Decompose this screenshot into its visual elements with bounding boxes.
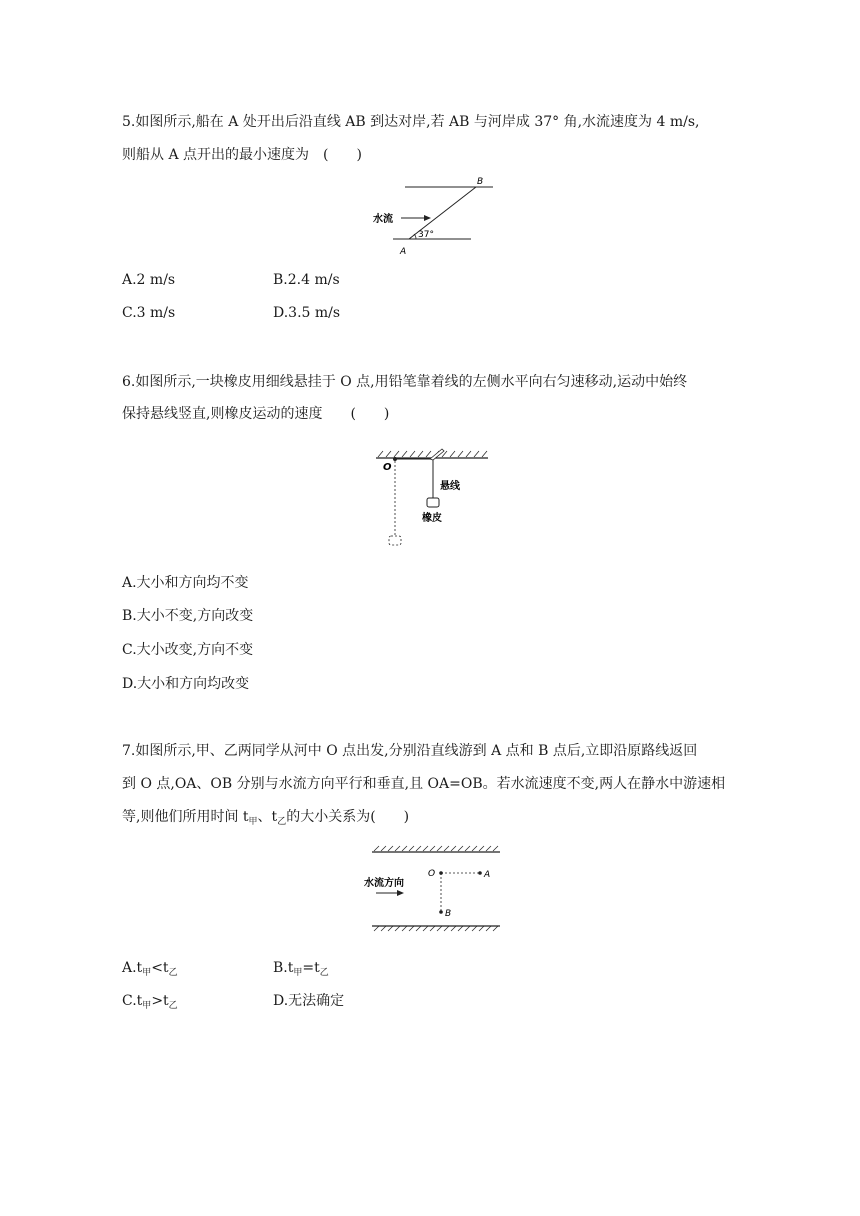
q7-stem-line1: 7.如图所示,甲、乙两同学从河中 O 点出发,分别沿直线游到 A 点和 B 点后,立即沿原路线返回 — [122, 743, 698, 759]
q6-option-d: D.大小和方向均改变 — [122, 676, 250, 692]
q5-option-b: B.2.4 m/s — [273, 272, 340, 288]
q7-stem-line3: 等,则他们所用时间 $t_甲$、$t_乙$的大小关系为( ) — [122, 809, 410, 827]
q6-option-c: C.大小改变,方向不变 — [122, 642, 254, 658]
q6-stem-line2: 保持悬线竖直,则橡皮运动的速度 ( ) — [122, 406, 390, 422]
q6-ceiling-hatch — [378, 451, 487, 457]
q7-bottom-bank-hatch — [374, 926, 498, 931]
q5-stem-line2: 则船从 A 点开出的最小速度为 ( ) — [122, 147, 362, 163]
q5-flow-label: 水流 — [373, 214, 393, 225]
q5-river-diagram — [360, 172, 510, 260]
q7-top-bank-hatch — [374, 846, 498, 851]
q7-option-d: D.无法确定 — [273, 993, 345, 1009]
q7-option-c: $C.t_甲>t_乙$ — [122, 993, 178, 1011]
q6-point-o-label: O — [383, 462, 392, 473]
q7-point-o-label: O — [428, 869, 436, 879]
q7-river-diagram — [360, 842, 510, 934]
q7-point-b-label: B — [445, 909, 452, 919]
q5-option-a: A.2 m/s — [122, 272, 176, 288]
q6-initial-eraser-dashed — [389, 536, 401, 545]
q5-point-a-label: A — [400, 247, 407, 257]
q7-option-a: $A.t_甲<t_乙$ — [122, 960, 178, 978]
q5-option-c: C.3 m/s — [122, 305, 176, 321]
q5-option-d: D.3.5 m/s — [273, 305, 341, 321]
q5-angle-arc — [414, 234, 416, 239]
q7-flow-label: 水流方向 — [364, 878, 404, 889]
q5-stem-line1: 5.如图所示,船在 A 处开出后沿直线 AB 到达对岸,若 AB 与河岸成 37° 角,水流速度为 4 m/s, — [122, 114, 700, 130]
q5-angle-label: 37° — [418, 230, 434, 240]
q6-eraser-diagram — [370, 446, 495, 552]
q7-flow-arrowhead — [397, 890, 404, 896]
q5-point-b-label: B — [477, 177, 484, 187]
q6-option-a: A.大小和方向均不变 — [122, 575, 249, 591]
q5-flow-arrowhead — [424, 215, 431, 221]
q6-eraser — [427, 498, 439, 507]
q7-stem-line2: 到 O 点,OA、OB 分别与水流方向平行和垂直,且 OA=OB。若水流速度不变,两人在静水中游速相 — [122, 776, 726, 792]
q6-string-label: 悬线 — [440, 481, 460, 492]
q6-eraser-label: 橡皮 — [422, 513, 442, 524]
q7-option-b: $B.t_甲=t_乙$ — [273, 960, 329, 978]
q7-point-a-label: A — [484, 870, 491, 880]
q6-option-b: B.大小不变,方向改变 — [122, 608, 254, 624]
q6-stem-line1: 6.如图所示,一块橡皮用细线悬挂于 O 点,用铅笔靠着线的左侧水平向右匀速移动,运动中始终 — [122, 374, 688, 390]
